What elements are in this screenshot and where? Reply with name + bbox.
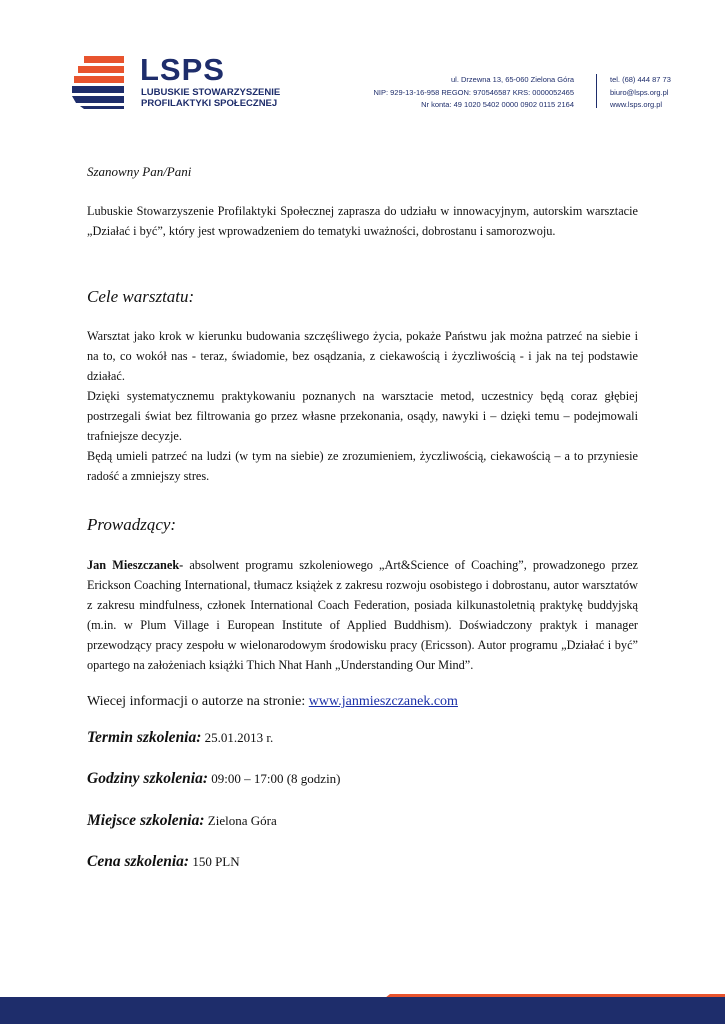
brand-subtitle: LUBUSKIE STOWARZYSZENIE PROFILAKTYKI SPOŁECZNEJ — [141, 87, 281, 109]
contact-block: tel. (68) 444 87 73 biuro@lsps.org.pl www.lsps.org.pl — [610, 74, 671, 112]
lsps-logo-icon — [70, 54, 132, 110]
letterhead — [0, 0, 725, 140]
goals-section: Warsztat jako krok w kierunku budowania szczęśliwego życia, pokaże Państwu jak można patrzeć na siebie i na to, co wokół nas - teraz, świadomie, bez osądzania, z ciekawością i życzliwością - i jak na tej podstawie działać. Dzięki systematycznemu praktykowaniu poznanych na warsztacie metod, uczestnicy będą coraz głębiej postrzegali świat bez filtrowania go przez własne przekonania, osądy, nawyki i – dzięki temu – podejmowali trafniejsze decyzje. Będą umieli patrzeć na ludzi (w tym na siebie) ze zrozumieniem, życzliwością, ciekawością – a to przyniesie radość a zmniejszy stres. — [87, 329, 638, 483]
address-block: ul. Drzewna 13, 65-060 Zielona Góra NIP: 929-13-16-958 REGON: 970546587 KRS: 0000052465 Nr konta: 49 1020 5402 0000 0902 0115 2164 — [373, 75, 574, 109]
date-row: Termin szkolenia: 25.01.2013 r. — [87, 729, 274, 746]
leader-name: Jan Mieszczanek- — [87, 558, 184, 572]
hours-row: Godziny szkolenia: 09:00 – 17:00 (8 godzin) — [87, 770, 341, 787]
email-link[interactable]: biuro@lsps.org.pl — [610, 87, 669, 97]
footer-navy-band — [0, 997, 725, 1024]
website-link[interactable]: www.lsps.org.pl — [610, 100, 663, 109]
goals-heading: Cele warsztatu: — [87, 287, 195, 306]
leader-bio: Jan Mieszczanek- absolwent programu szkoleniowego „Art&Science of Coaching”, prowadzonego przez Erickson Coaching International, tłumacz książek z zakresu rozwoju osobistego i dobrostanu, autor warsztatów z zakresu mindfulness, członek International Coach Federation, posiada kilkunastoletnią praktykę buddyjską (m.in. w Plum Village i European Institute of Applied Buddhism). Doświadczony praktyk i manager przewodzący pracy zespołu w wielonarodowym środowisku pracy (Ericsson). Autor programu „Działać i być” opartego na założeniach książki Thich Nhat Hanh „Understanding Our Mind”. — [87, 558, 638, 672]
brand-name: LSPS — [140, 52, 225, 87]
place-row: Miejsce szkolenia: Zielona Góra — [87, 812, 277, 829]
footer-orange-stripe — [0, 989, 725, 997]
divider — [596, 74, 597, 108]
price-row: Cena szkolenia: 150 PLN — [87, 853, 240, 870]
greeting: Szanowny Pan/Pani — [87, 164, 192, 179]
leader-heading: Prowadzący: — [87, 515, 177, 534]
intro-paragraph: Lubuskie Stowarzyszenie Profilaktyki Społecznej zaprasza do udziału w innowacyjnym, autorskim warsztacie „Działać i być”, który jest wprowadzeniem do tematyki uważności, dobrostanu i samorozwoju. — [87, 204, 638, 238]
author-website-link[interactable]: www.janmieszczanek.com — [308, 694, 458, 709]
more-info: Wiecej informacji o autorze na stronie: www.janmieszczanek.com — [87, 694, 458, 709]
